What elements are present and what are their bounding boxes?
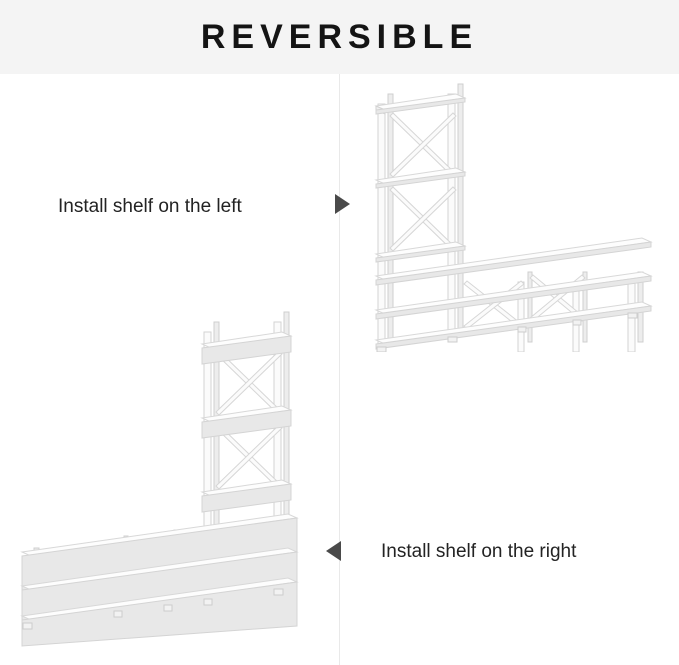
arrow-right-icon	[335, 194, 350, 214]
shelf-illustration-tower-right	[8, 300, 320, 655]
header-banner	[0, 0, 679, 74]
panel-divider	[339, 74, 340, 665]
arrow-left-icon	[326, 541, 341, 561]
shelf-illustration-tower-left	[352, 82, 664, 352]
caption-install-left: Install shelf on the left	[58, 196, 242, 217]
caption-install-right: Install shelf on the right	[381, 541, 577, 562]
page-title: REVERSIBLE	[200, 17, 479, 56]
